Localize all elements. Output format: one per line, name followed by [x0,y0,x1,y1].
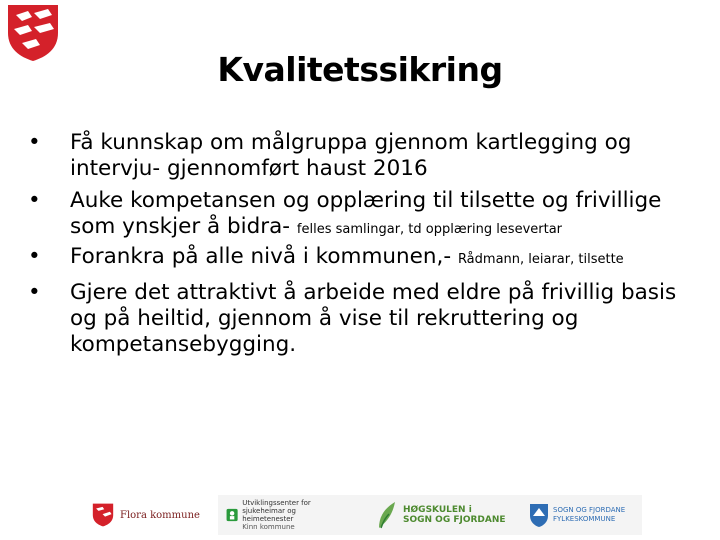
fylkeskommune-text-2: FYLKESKOMMUNE [553,515,616,523]
utviklingssenter-icon [226,502,238,528]
fylkeskommune-text-1: SOGN OG FJORDANE [553,506,626,514]
utviklingssenter-text: Utviklingssenter for sjukeheimar og heimetenester [242,499,311,523]
flora-kommune-logo [88,495,218,535]
bullet-dot: • [28,280,41,305]
bullet-text: Auke kompetansen og opplæring til tilsette og frivillige som ynskjer å bidra- [70,188,662,239]
bullet-dot: • [28,244,41,269]
fylkeskommune-shield-icon [529,502,549,528]
bullet-text: Få kunnskap om målgruppa gjennom kartlegging og intervju- gjennomført haust 2016 [70,130,632,181]
hogskulen-text-2: SOGN OG FJORDANE [403,515,506,525]
hogskulen-leaf-icon [375,500,399,530]
bullet-item [28,130,708,182]
bullet-list [28,130,708,358]
slide-title: Kvalitetssikring [217,50,503,89]
bullet-dot: • [28,130,41,155]
bullet-dot: • [28,188,41,213]
bullet-item [28,244,708,270]
bullet-text: Gjere det attraktivt å arbeide med eldre på frivillig basis og på heiltid, gjennom å vise til rekruttering og kompetansebygging. [70,280,677,357]
bullet-note: Rådmann, leiarar, tilsette [457,252,624,267]
bullet-item [28,188,708,240]
flora-crest-icon [92,502,114,528]
partner-logo-strip [88,495,642,535]
flora-logo-text: Flora kommune [120,509,200,521]
utviklingssenter-subtext: Kinn kommune [242,523,295,531]
bullet-note: felles samlingar, td opplæring lesevertar [296,222,563,237]
hogskulen-logo [375,495,525,535]
bullet-item [28,280,708,358]
bullet-text: Forankra på alle nivå i kommunen,- [70,244,458,269]
utviklingssenter-logo [226,495,341,535]
fylkeskommune-logo [529,495,639,535]
hogskulen-text-1: HØGSKULEN i [403,505,472,515]
